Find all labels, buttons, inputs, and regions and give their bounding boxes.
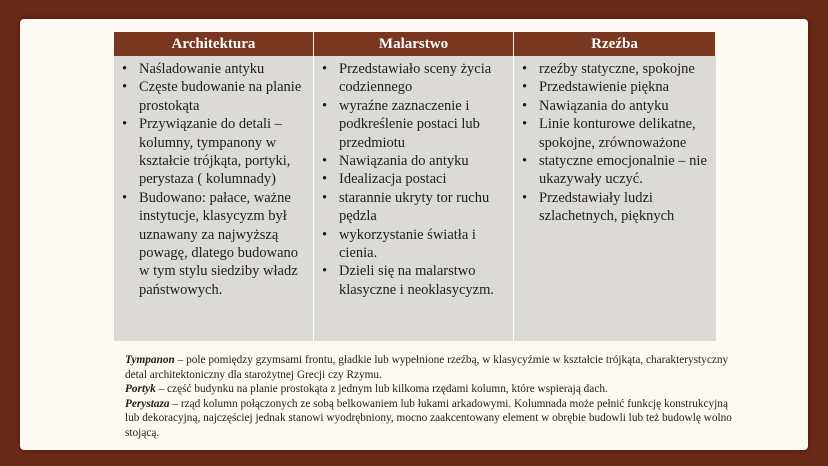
list-item: • Dzieli się na malarstwo klasyczne i neoklasycyzm. [318,262,509,299]
header-rzezba: Rzeźba [514,32,716,56]
list-item: • starannie ukryty tor ruchu pędzla [318,189,509,226]
comparison-table [114,32,716,341]
cell-rzezba [514,56,716,341]
header-malarstwo: Malarstwo [314,32,514,56]
list-item: • Przywiązanie do detali – kolumny, tympanony w kształcie trójkąta, portyki, perystaza ( kolumnady) [118,115,309,189]
list-item: • rzeźby statyczne, spokojne [518,60,712,78]
list-item: • Budowano: pałace, ważne instytucje, klasycyzm był uznawany za najwyższą powagę, dlatego budowano w tym stylu siedziby władz państwowych. [118,189,309,299]
cell-malarstwo [314,56,514,341]
list-item: • Linie konturowe delikatne, spokojne, zrównoważone [518,115,712,152]
list-item: • statyczne emocjonalnie – nie ukazywały uczyć. [518,152,712,189]
definition-term: Portyk [125,383,156,395]
definition-text: – pole pomiędzy gzymsami frontu, gładkie lub wypełnione rzeźbą, w klasycyźmie w kształcie trójkąta, charakterystyczny detal architektoniczny dla starożytnej Grecji czy Rzymu. [125,354,729,381]
list-item: • wykorzystanie światła i cienia. [318,226,509,263]
cell-architektura [114,56,314,341]
list-item: • Nawiązania do antyku [318,152,509,170]
list-item: • Przedstawienie piękna [518,78,712,96]
slide [20,19,808,450]
definition-perystaza [125,397,735,441]
definition-text: – rząd kolumn połączonych ze sobą belkowaniem lub łukami arkadowymi. Kolumnada może pełnić funkcję konstrukcyjną lub dekoracyjną, najczęściej jednak stanowi wyodrębniony, mocno zaakcentowany element w obrębie budowli lub też budowlę wolno stojącą. [125,397,732,439]
list-item: • wyraźne zaznaczenie i podkreślenie postaci lub przedmiotu [318,97,509,152]
definition-tympanon [125,353,735,382]
architektura-list [118,60,309,299]
list-item: • Idealizacja postaci [318,170,509,188]
definition-portyk [125,382,735,397]
header-architektura: Architektura [114,32,314,56]
definition-term: Perystaza [125,397,170,410]
rzezba-list [518,60,712,226]
definitions [125,353,735,440]
list-item: • Częste budowanie na planie prostokąta [118,78,309,115]
definition-text: – część budynku na planie prostokąta z jednym lub kilkoma rzędami kolumn, które wspierają dach. [155,383,608,395]
list-item: • Nawiązania do antyku [518,97,712,115]
list-item: • Przedstawiały ludzi szlachetnych, pięknych [518,189,712,226]
malarstwo-list [318,60,509,299]
list-item: • Naśladowanie antyku [118,60,309,78]
list-item: • Przedstawiało sceny życia codziennego [318,60,509,97]
definition-term: Tympanon [125,354,175,366]
